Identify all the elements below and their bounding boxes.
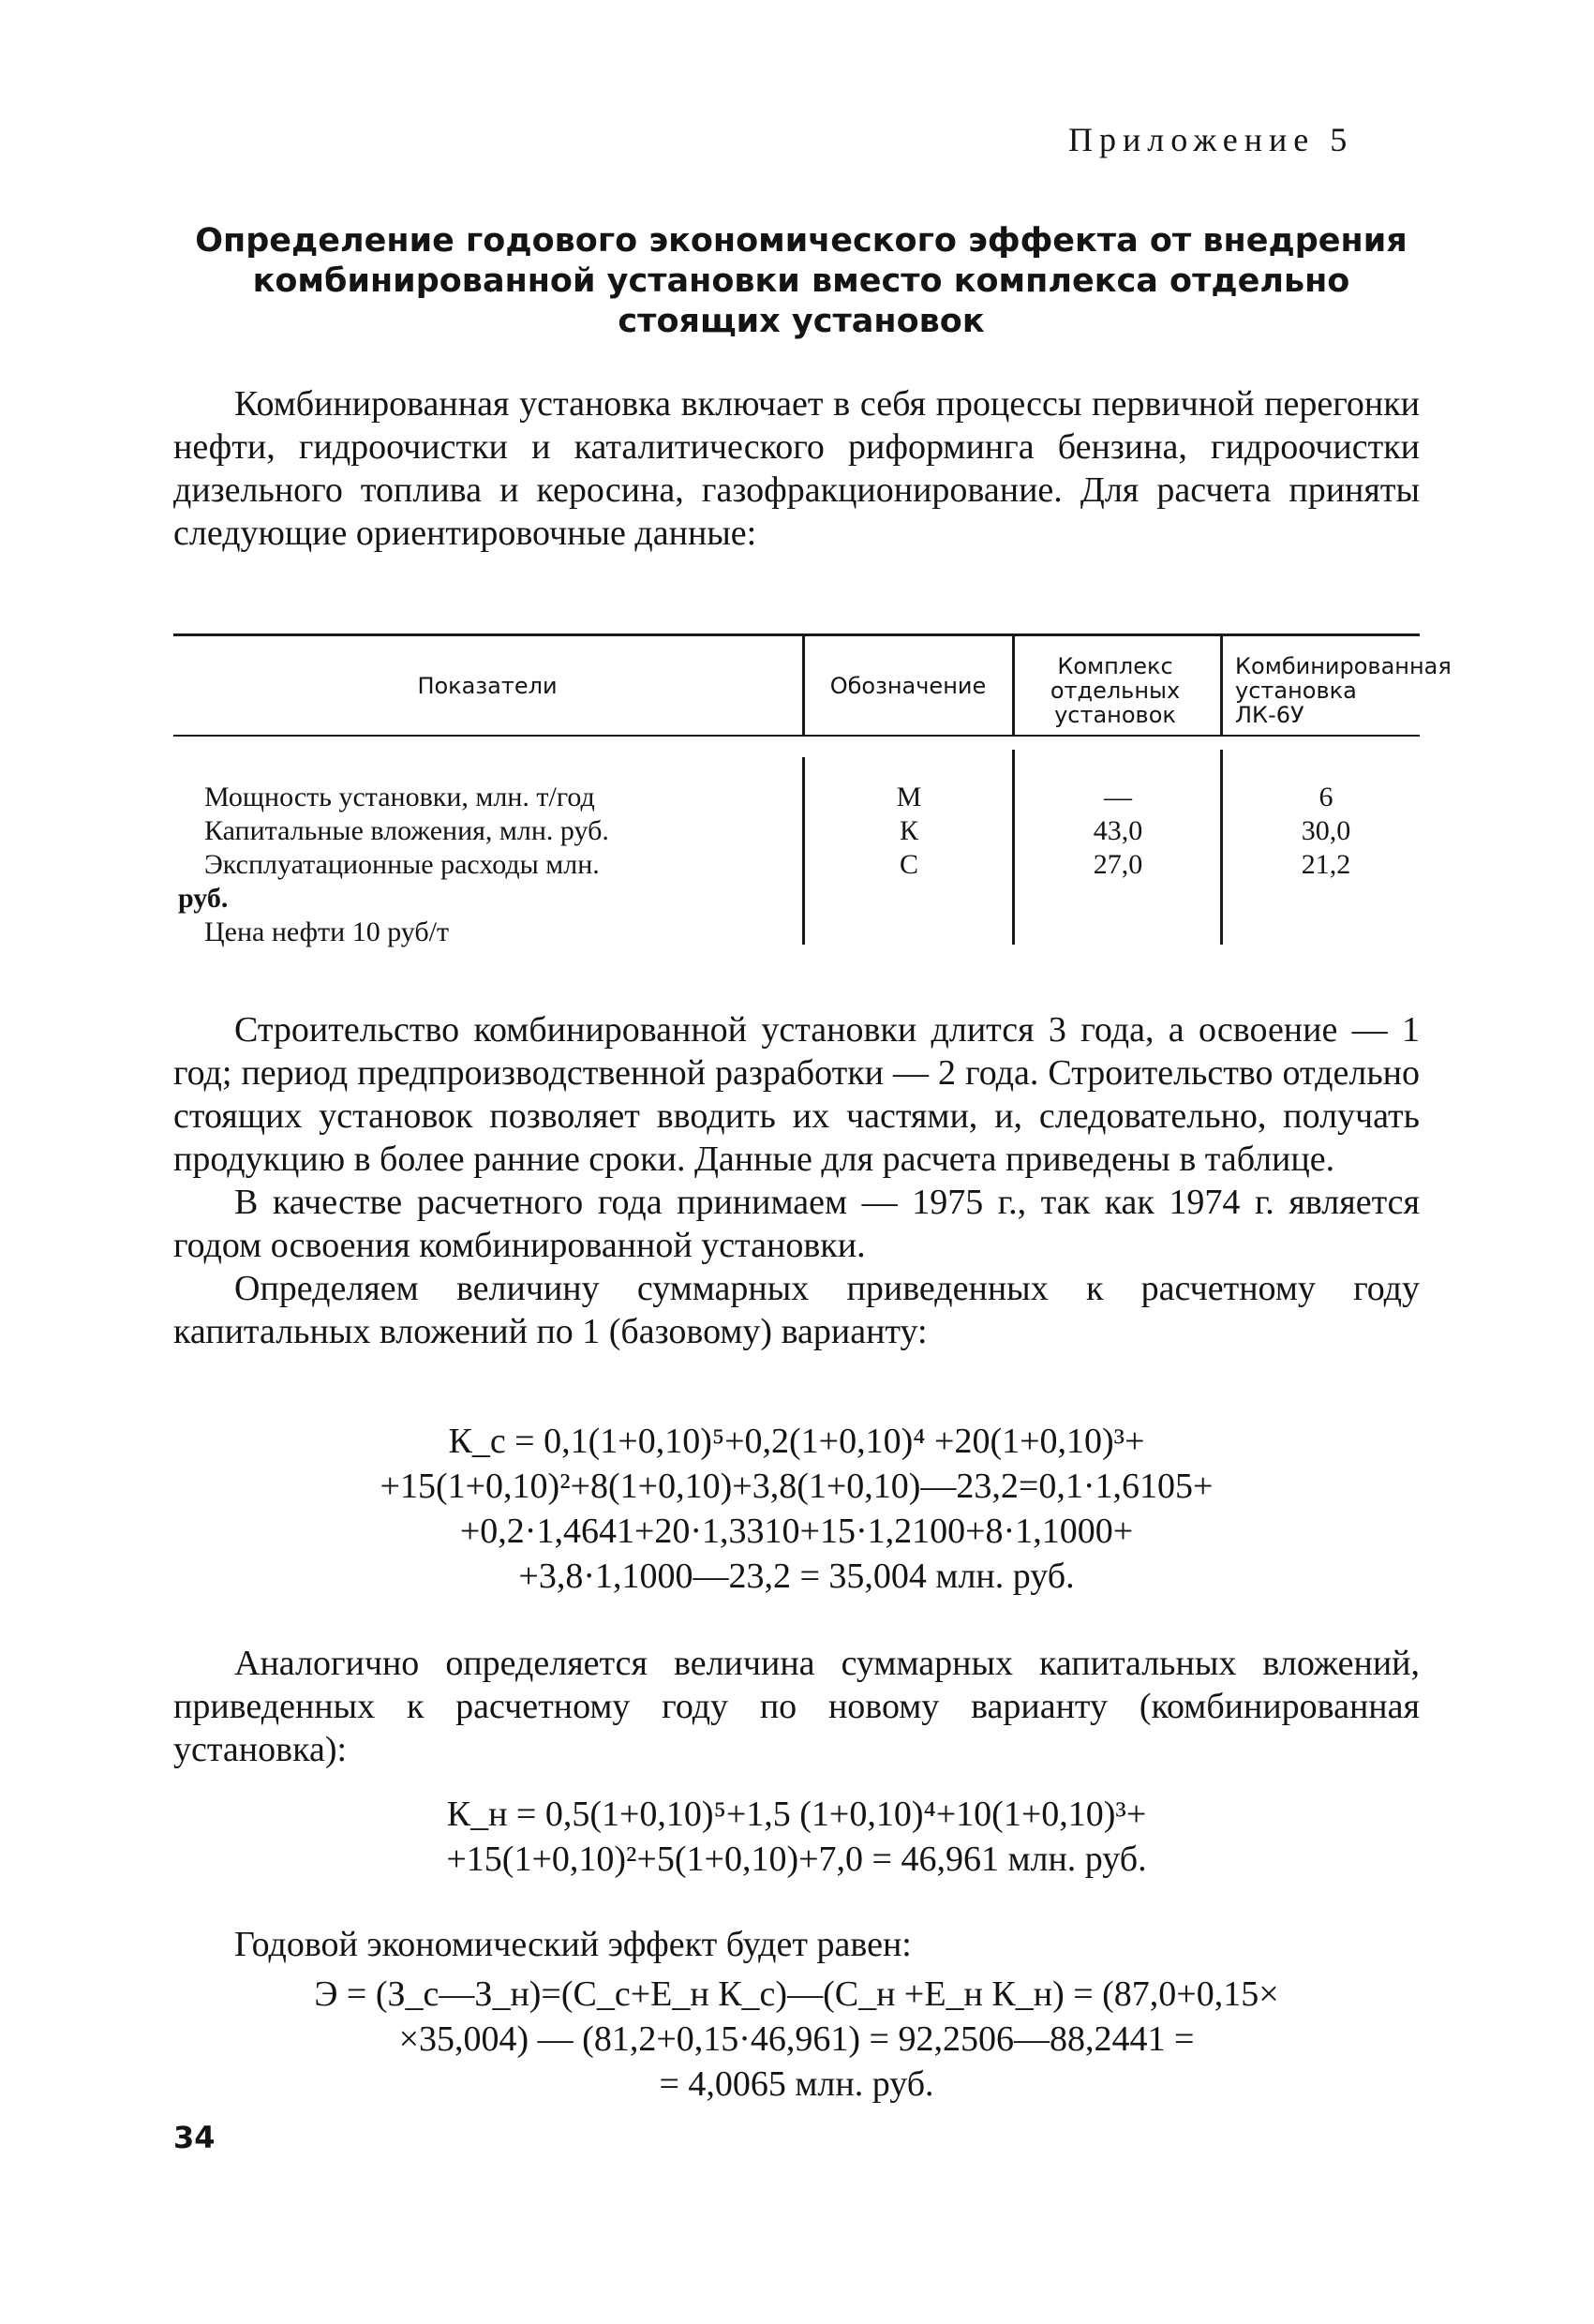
row-symbol: С: [899, 849, 918, 880]
table-header-rule: [173, 735, 1420, 737]
table-divider: [1220, 750, 1223, 945]
new-variant-text: Аналогично определяется величина суммарных капитальных вложений, приведенных к расчетному году по новому варианту (комбинированная установка):: [173, 1644, 1420, 1769]
row-indicator: Капитальные вложения, млн. руб.: [204, 815, 609, 846]
header-combined: Комбинированная установка ЛК-6У: [1235, 653, 1452, 728]
row-separate: 27,0: [1093, 849, 1143, 880]
row-separate: 43,0: [1093, 815, 1143, 846]
effect-text: Годовой экономический эффект будет равен:: [234, 1925, 912, 1964]
header-indicator: Показатели: [417, 673, 558, 699]
table-divider: [1220, 633, 1223, 735]
formula-base-line-3: +0,2·1,4641+20·1,3310+15·1,2100+8·1,1000+: [459, 1512, 1134, 1551]
row-symbol: К: [899, 815, 918, 846]
row-symbol: М: [896, 782, 922, 812]
row-indicator: Мощность установки, млн. т/год: [204, 782, 595, 812]
formula-base-line-2: +15(1+0,10)²+8(1+0,10)+3,8(1+0,10)—23,2=0,1·1,6105+: [380, 1467, 1214, 1506]
row-extra: Цена нефти 10 руб/т: [204, 916, 450, 947]
row-indicator: Эксплуатационные расходы млн.: [204, 849, 600, 880]
table-divider: [1012, 750, 1015, 945]
construction-text: Строительство комбинированной установки длится 3 года, а освоение — 1 год; период предпроизводственной разработки — 2 года. Строительство отдельно стоящих установок позволяет вводить их частями, и, следовательно, получать продукцию в более ранние сроки. Данные для расчета приведены в таблице.: [173, 1010, 1420, 1179]
formula-effect-line-2: ×35,004) — (81,2+0,15·46,961) = 92,2506—88,2441 =: [398, 2019, 1195, 2059]
table-divider: [1012, 633, 1015, 735]
table-divider: [802, 757, 805, 945]
table-top-rule: [173, 633, 1420, 636]
header-symbol: Обозначение: [829, 673, 987, 699]
formula-base-line-1: К_с = 0,1(1+0,10)⁵+0,2(1+0,10)⁴ +20(1+0,10)³+: [448, 1422, 1145, 1461]
formula-base-line-4: +3,8·1,1000—23,2 = 35,004 млн. руб.: [518, 1557, 1075, 1596]
effect-paragraph: [173, 1923, 1420, 1966]
row-indicator-wrap: руб.: [178, 883, 229, 914]
row-separate: —: [1104, 782, 1132, 812]
formula-new-line-1: К_н = 0,5(1+0,10)⁵+1,5 (1+0,10)⁴+10(1+0,10)³+: [446, 1795, 1147, 1834]
formula-effect-line-1: Э = (З_с—З_н)=(С_с+Е_н К_с)—(С_н +Е_н К_н) = (87,0+0,15×: [314, 1974, 1279, 2014]
new-variant-paragraph: [173, 1642, 1420, 1771]
row-combined: 21,2: [1301, 849, 1351, 880]
intro-paragraph: [173, 382, 1420, 555]
page-number: 34: [173, 2120, 216, 2155]
base-variant-text: Определяем величину суммарных приведенных к расчетному году капитальных вложений по 1 (базовому) варианту:: [173, 1269, 1420, 1351]
header-separate: Комплекс отдельных установок: [1050, 653, 1181, 728]
row-combined: 30,0: [1301, 815, 1351, 846]
formula-effect-line-3: = 4,0065 млн. руб.: [659, 2064, 934, 2104]
construction-paragraph: [173, 1008, 1420, 1353]
year-text: В качестве расчетного года принимаем — 1975 г., так как 1974 г. является годом освоения комбинированной установки.: [173, 1183, 1420, 1265]
appendix-label: Приложение 5: [1068, 121, 1354, 158]
page-title: Определение годового экономического эффекта от внедрения комбинированной установки вместо комплекса отдельно стоящих установок: [195, 222, 1408, 340]
intro-text: Комбинированная установка включает в себя процессы первичной перегонки нефти, гидроочистки и каталитического риформинга бензина, гидроочистки дизельного топлива и керосина, газофракционирование. Для расчета приняты следующие ориентировочные данные:: [173, 384, 1420, 553]
formula-new-line-2: +15(1+0,10)²+5(1+0,10)+7,0 = 46,961 млн. руб.: [446, 1840, 1147, 1879]
row-combined: 6: [1318, 782, 1333, 812]
